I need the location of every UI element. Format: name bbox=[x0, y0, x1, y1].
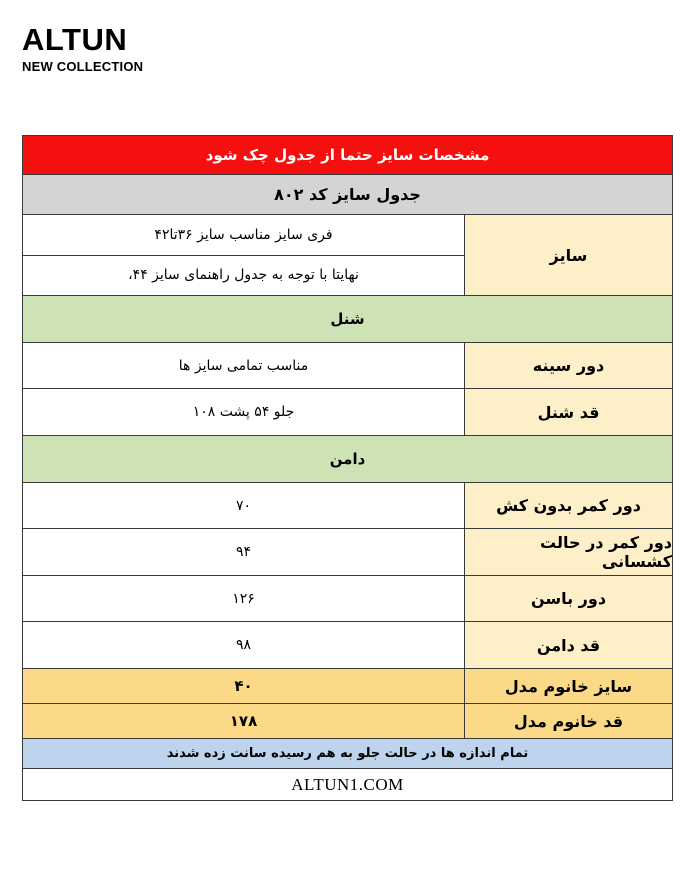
size-table bbox=[22, 135, 673, 801]
size-value-1: فری سایز مناسب سایز ۳۶تا۴۲ bbox=[154, 226, 333, 243]
section-shawl-title: شنل bbox=[23, 296, 672, 342]
row-value: ۱۷۸ bbox=[23, 704, 464, 738]
row-value: جلو ۵۴ پشت ۱۰۸ bbox=[192, 404, 295, 420]
website-link[interactable]: ALTUN1.COM bbox=[291, 774, 404, 794]
brand-logo bbox=[22, 24, 143, 74]
row-value: ۴۰ bbox=[23, 669, 464, 703]
warning-row bbox=[23, 136, 672, 174]
row-value: مناسب تمامی سایز ها bbox=[178, 357, 309, 374]
brand-subtitle: NEW COLLECTION bbox=[22, 59, 144, 74]
table-row bbox=[23, 621, 672, 668]
row-value: ۹۴ bbox=[235, 544, 252, 560]
size-value-2: نهایتا با توجه به جدول راهنمای سایز ۴۴، bbox=[23, 255, 464, 296]
size-row bbox=[23, 214, 672, 295]
section-skirt bbox=[23, 435, 672, 482]
size-values bbox=[23, 215, 464, 295]
model-row bbox=[23, 703, 672, 738]
table-row bbox=[23, 528, 672, 575]
row-value: ۹۸ bbox=[235, 637, 252, 653]
row-label: دور کمر در حالت کشسانی bbox=[464, 529, 672, 575]
website-row bbox=[23, 768, 672, 800]
brand-name: ALTUN bbox=[22, 22, 128, 57]
model-row bbox=[23, 668, 672, 703]
row-value: ۱۲۶ bbox=[232, 590, 255, 607]
section-shawl bbox=[23, 295, 672, 342]
warning-text: مشخصات سایز حتما از جدول چک شود bbox=[23, 136, 672, 174]
row-label: قد دامن bbox=[464, 622, 672, 668]
row-label: دور کمر بدون کش bbox=[464, 483, 672, 528]
note-text: تمام اندازه ها در حالت جلو به هم رسیده سانت زده شدند bbox=[23, 739, 672, 768]
row-label: سایز خانوم مدل bbox=[464, 669, 672, 703]
row-label: دور سینه bbox=[464, 343, 672, 388]
row-value: ۷۰ bbox=[235, 497, 252, 514]
table-row bbox=[23, 388, 672, 435]
table-row bbox=[23, 575, 672, 621]
title-row bbox=[23, 174, 672, 214]
row-label: دور باسن bbox=[464, 576, 672, 621]
table-row bbox=[23, 482, 672, 528]
table-title: جدول سایز کد ۸۰۲ bbox=[23, 175, 672, 214]
table-row bbox=[23, 342, 672, 388]
row-label: قد شنل bbox=[464, 389, 672, 435]
section-skirt-title: دامن bbox=[23, 436, 672, 482]
note-row bbox=[23, 738, 672, 768]
row-label: قد خانوم مدل bbox=[464, 704, 672, 738]
size-label: سایز bbox=[464, 215, 672, 295]
